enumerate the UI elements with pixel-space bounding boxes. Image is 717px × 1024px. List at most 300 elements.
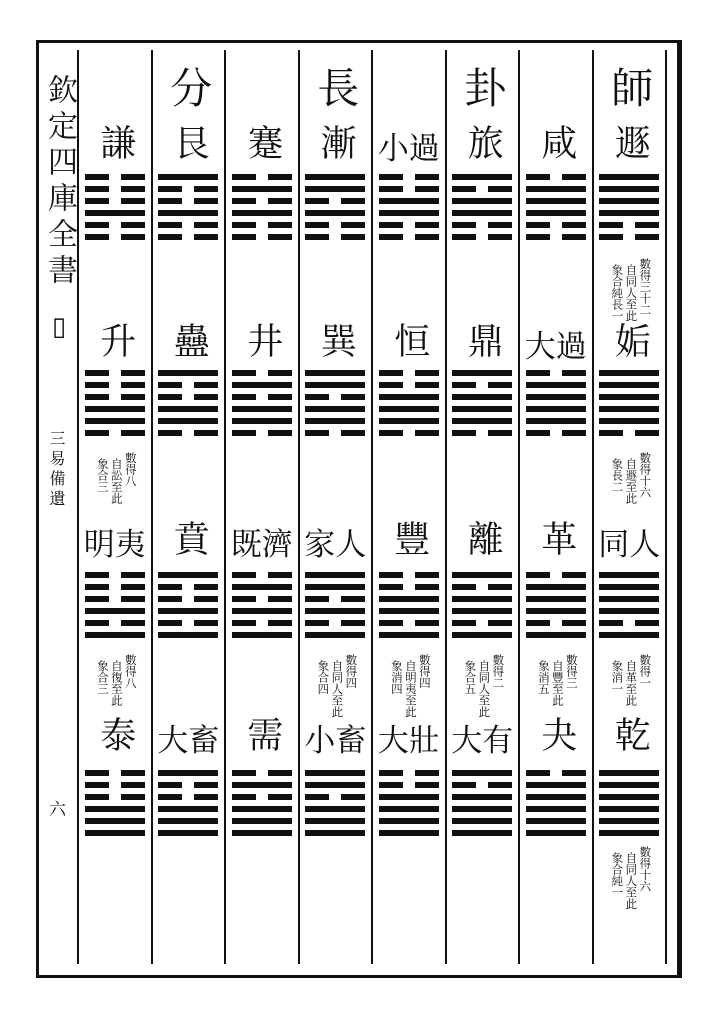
annotation-line: 自同人至此	[624, 264, 639, 322]
solid-line	[379, 406, 439, 412]
solid-line	[158, 370, 218, 376]
solid-line	[305, 584, 365, 590]
broken-line-segment	[268, 394, 292, 400]
solid-line	[305, 572, 365, 578]
broken-line-segment	[635, 222, 659, 228]
hexagram-symbol	[452, 174, 512, 244]
solid-line	[379, 198, 439, 204]
solid-line	[379, 418, 439, 424]
broken-line-segment	[121, 234, 145, 240]
broken-line-segment	[121, 370, 145, 376]
broken-line-segment	[194, 430, 218, 436]
broken-line-segment	[599, 620, 623, 626]
solid-line	[599, 782, 659, 788]
solid-line	[599, 830, 659, 836]
hexagram-name: 乾	[609, 716, 651, 752]
broken-line-segment	[268, 572, 292, 578]
broken-line-segment	[562, 430, 586, 436]
solid-line	[526, 406, 586, 412]
broken-line-segment	[121, 770, 145, 776]
broken-line-segment	[85, 394, 109, 400]
hexagram-name: 艮	[168, 124, 210, 160]
broken-line-segment	[452, 584, 476, 590]
solid-line	[379, 210, 439, 216]
broken-line-segment	[305, 234, 329, 240]
hexagram-name: 大有	[451, 723, 514, 759]
broken-line-segment	[121, 596, 145, 602]
broken-line-segment	[268, 794, 292, 800]
broken-line-segment	[85, 186, 109, 192]
solid-line	[232, 782, 292, 788]
solid-line	[599, 406, 659, 412]
hexagram-symbol	[305, 174, 365, 244]
solid-line	[232, 406, 292, 412]
solid-line	[305, 210, 365, 216]
column-divider	[665, 50, 667, 964]
hexagram-symbol	[379, 174, 439, 244]
solid-line	[526, 382, 586, 388]
hexagram-name: 巽	[315, 322, 357, 358]
solid-line	[599, 382, 659, 388]
solid-line	[452, 608, 512, 614]
broken-line-segment	[526, 234, 550, 240]
broken-line-segment	[379, 234, 403, 240]
solid-line	[526, 794, 586, 800]
annotation-note	[609, 452, 653, 516]
broken-line-segment	[305, 430, 329, 436]
solid-line	[158, 174, 218, 180]
broken-line-segment	[194, 198, 218, 204]
annotation-line: 象合純一	[610, 852, 625, 898]
hexagram-symbol	[85, 370, 145, 440]
annotation-note	[609, 654, 653, 718]
hexagram-symbol	[158, 770, 218, 840]
book-mark-icon: ▯	[44, 312, 74, 342]
broken-line-segment	[268, 234, 292, 240]
broken-line-segment	[194, 596, 218, 602]
broken-line-segment	[121, 198, 145, 204]
solid-line	[379, 794, 439, 800]
broken-line-segment	[85, 234, 109, 240]
solid-line	[452, 174, 512, 180]
hexagram-name: 家人	[304, 527, 367, 563]
solid-line	[526, 210, 586, 216]
broken-line-segment	[341, 394, 365, 400]
hexagram-name: 賁	[168, 520, 210, 556]
solid-line	[158, 406, 218, 412]
broken-line-segment	[121, 584, 145, 590]
annotation-line: 象合純長一	[610, 264, 625, 322]
hexagram-symbol	[305, 370, 365, 440]
hexagram-symbol	[379, 572, 439, 642]
hexagram-name: 泰	[94, 716, 136, 752]
solid-line	[158, 770, 218, 776]
solid-line	[232, 382, 292, 388]
solid-line	[232, 830, 292, 836]
broken-line-segment	[379, 572, 403, 578]
broken-line-segment	[232, 430, 256, 436]
broken-line-segment	[415, 186, 439, 192]
hexagram-name: 豐	[388, 520, 430, 556]
hexagram-symbol	[526, 770, 586, 840]
broken-line-segment	[85, 198, 109, 204]
solid-line	[232, 210, 292, 216]
broken-line-segment	[232, 794, 256, 800]
hexagram-name: 小畜	[304, 723, 367, 759]
broken-line-segment	[379, 584, 403, 590]
solid-line	[379, 394, 439, 400]
column-divider	[77, 50, 79, 964]
broken-line-segment	[526, 174, 550, 180]
broken-line-segment	[415, 222, 439, 228]
solid-line	[526, 394, 586, 400]
solid-line	[305, 174, 365, 180]
broken-line-segment	[194, 382, 218, 388]
hexagram-name: 明夷	[83, 527, 146, 563]
hexagram-name: 井	[241, 322, 283, 358]
broken-line-segment	[158, 198, 182, 204]
broken-line-segment	[488, 234, 512, 240]
broken-line-segment	[379, 782, 403, 788]
hexagram-symbol	[85, 572, 145, 642]
solid-line	[452, 572, 512, 578]
solid-line	[452, 418, 512, 424]
broken-line-segment	[562, 234, 586, 240]
annotation-note	[609, 846, 653, 910]
annotation-line: 數得三十二	[638, 258, 653, 316]
column-heading: 長	[311, 66, 361, 110]
broken-line-segment	[635, 620, 659, 626]
annotation-line: 自遯至此	[624, 458, 639, 504]
broken-line-segment	[562, 620, 586, 626]
broken-line-segment	[121, 222, 145, 228]
hexagram-name: 大畜	[157, 723, 220, 759]
broken-line-segment	[121, 572, 145, 578]
broken-line-segment	[562, 222, 586, 228]
column-heading: 分	[164, 66, 214, 110]
broken-line-segment	[85, 782, 109, 788]
annotation-note	[95, 654, 139, 718]
solid-line	[379, 806, 439, 812]
broken-line-segment	[488, 782, 512, 788]
column-divider	[518, 50, 520, 964]
hexagram-symbol	[452, 370, 512, 440]
broken-line-segment	[305, 620, 329, 626]
annotation-line: 自同人至此	[330, 660, 345, 718]
hexagram-symbol	[526, 572, 586, 642]
annotation-line: 象合五	[463, 660, 478, 695]
hexagram-name: 姤	[609, 322, 651, 358]
broken-line-segment	[268, 174, 292, 180]
annotation-note	[389, 654, 433, 718]
broken-line-segment	[268, 620, 292, 626]
annotation-line: 自訟至此	[109, 458, 124, 504]
hexagram-symbol	[379, 770, 439, 840]
broken-line-segment	[268, 430, 292, 436]
broken-line-segment	[452, 782, 476, 788]
broken-line-segment	[415, 572, 439, 578]
annotation-line: 數得一	[638, 654, 653, 689]
solid-line	[158, 818, 218, 824]
hexagram-symbol	[452, 572, 512, 642]
broken-line-segment	[305, 222, 329, 228]
broken-line-segment	[452, 620, 476, 626]
broken-line-segment	[194, 782, 218, 788]
annotation-line: 數得八	[123, 654, 138, 689]
solid-line	[232, 418, 292, 424]
column-heading: 卦	[458, 66, 508, 110]
broken-line-segment	[562, 370, 586, 376]
broken-line-segment	[488, 382, 512, 388]
broken-line-segment	[194, 584, 218, 590]
hexagram-symbol	[232, 572, 292, 642]
annotation-line: 象消四	[389, 660, 404, 695]
broken-line-segment	[341, 620, 365, 626]
broken-line-segment	[232, 596, 256, 602]
solid-line	[85, 418, 145, 424]
solid-line	[158, 572, 218, 578]
broken-line-segment	[121, 794, 145, 800]
hexagram-name: 既濟	[230, 527, 293, 563]
solid-line	[599, 632, 659, 638]
broken-line-segment	[85, 430, 109, 436]
solid-line	[158, 418, 218, 424]
broken-line-segment	[341, 234, 365, 240]
broken-line-segment	[232, 222, 256, 228]
broken-line-segment	[158, 620, 182, 626]
solid-line	[158, 806, 218, 812]
solid-line	[452, 370, 512, 376]
annotation-line: 數得二	[491, 654, 506, 689]
broken-line-segment	[194, 222, 218, 228]
broken-line-segment	[194, 794, 218, 800]
column-divider	[371, 50, 373, 964]
solid-line	[526, 418, 586, 424]
broken-line-segment	[158, 382, 182, 388]
hexagram-symbol	[599, 370, 659, 440]
broken-line-segment	[415, 234, 439, 240]
annotation-line: 自復至此	[109, 660, 124, 706]
solid-line	[526, 608, 586, 614]
broken-line-segment	[85, 382, 109, 388]
broken-line-segment	[526, 620, 550, 626]
solid-line	[452, 830, 512, 836]
solid-line	[599, 394, 659, 400]
broken-line-segment	[415, 584, 439, 590]
broken-line-segment	[526, 770, 550, 776]
broken-line-segment	[599, 430, 623, 436]
hexagram-symbol	[379, 370, 439, 440]
annotation-line: 象消一	[610, 660, 625, 695]
hexagram-symbol	[599, 572, 659, 642]
broken-line-segment	[379, 222, 403, 228]
broken-line-segment	[232, 198, 256, 204]
solid-line	[599, 174, 659, 180]
broken-line-segment	[452, 186, 476, 192]
annotation-line: 象消五	[536, 660, 551, 695]
frame-double-rule	[677, 40, 680, 975]
solid-line	[158, 830, 218, 836]
solid-line	[379, 608, 439, 614]
broken-line-segment	[158, 394, 182, 400]
hexagram-name: 大壯	[377, 723, 440, 759]
solid-line	[158, 632, 218, 638]
broken-line-segment	[488, 186, 512, 192]
hexagram-symbol	[526, 370, 586, 440]
broken-line-segment	[232, 770, 256, 776]
broken-line-segment	[194, 394, 218, 400]
broken-line-segment	[305, 198, 329, 204]
broken-line-segment	[121, 382, 145, 388]
broken-line-segment	[158, 222, 182, 228]
annotation-line: 象合四	[316, 660, 331, 695]
hexagram-name: 咸	[535, 124, 577, 160]
hexagram-name: 革	[535, 520, 577, 556]
broken-line-segment	[121, 620, 145, 626]
broken-line-segment	[379, 382, 403, 388]
column-divider	[445, 50, 447, 964]
broken-line-segment	[379, 174, 403, 180]
book-title: 欽定四庫全書	[42, 74, 77, 290]
solid-line	[452, 632, 512, 638]
broken-line-segment	[85, 222, 109, 228]
solid-line	[526, 198, 586, 204]
solid-line	[599, 186, 659, 192]
broken-line-segment	[158, 430, 182, 436]
solid-line	[452, 596, 512, 602]
solid-line	[85, 830, 145, 836]
solid-line	[599, 806, 659, 812]
broken-line-segment	[158, 584, 182, 590]
broken-line-segment	[305, 794, 329, 800]
broken-line-segment	[232, 234, 256, 240]
broken-line-segment	[85, 596, 109, 602]
solid-line	[599, 608, 659, 614]
solid-line	[452, 818, 512, 824]
page-number: 六	[45, 800, 65, 817]
hexagram-symbol	[232, 770, 292, 840]
hexagram-symbol	[85, 770, 145, 840]
annotation-note	[95, 452, 139, 516]
hexagram-name: 旅	[462, 124, 504, 160]
solid-line	[599, 596, 659, 602]
broken-line-segment	[379, 770, 403, 776]
broken-line-segment	[415, 174, 439, 180]
broken-line-segment	[635, 430, 659, 436]
solid-line	[452, 198, 512, 204]
broken-line-segment	[562, 174, 586, 180]
hexagram-name: 小過	[377, 131, 440, 167]
broken-line-segment	[232, 394, 256, 400]
broken-line-segment	[158, 794, 182, 800]
broken-line-segment	[194, 620, 218, 626]
annotation-line: 自同人至此	[477, 660, 492, 718]
broken-line-segment	[194, 186, 218, 192]
solid-line	[232, 608, 292, 614]
hexagram-symbol	[452, 770, 512, 840]
solid-line	[526, 782, 586, 788]
solid-line	[379, 830, 439, 836]
column-divider	[298, 50, 300, 964]
broken-line-segment	[158, 186, 182, 192]
solid-line	[599, 584, 659, 590]
broken-line-segment	[268, 596, 292, 602]
solid-line	[305, 782, 365, 788]
broken-line-segment	[415, 620, 439, 626]
broken-line-segment	[232, 174, 256, 180]
broken-line-segment	[232, 572, 256, 578]
annotation-note	[609, 258, 653, 322]
broken-line-segment	[268, 370, 292, 376]
broken-line-segment	[379, 430, 403, 436]
broken-line-segment	[341, 198, 365, 204]
annotation-line: 象合三	[95, 660, 110, 695]
hexagram-symbol	[232, 370, 292, 440]
solid-line	[305, 186, 365, 192]
solid-line	[452, 770, 512, 776]
annotation-line: 自同人至此	[624, 852, 639, 910]
solid-line	[232, 806, 292, 812]
annotation-line: 象合三	[95, 458, 110, 493]
broken-line-segment	[452, 430, 476, 436]
solid-line	[305, 370, 365, 376]
broken-line-segment	[526, 430, 550, 436]
solid-line	[85, 818, 145, 824]
solid-line	[599, 418, 659, 424]
hexagram-symbol	[158, 572, 218, 642]
hexagram-name: 謙	[94, 124, 136, 160]
solid-line	[599, 794, 659, 800]
broken-line-segment	[599, 234, 623, 240]
broken-line-segment	[488, 620, 512, 626]
annotation-line: 數得八	[123, 452, 138, 487]
hexagram-name: 同人	[598, 527, 661, 563]
solid-line	[232, 818, 292, 824]
hexagram-symbol	[158, 370, 218, 440]
broken-line-segment	[121, 394, 145, 400]
broken-line-segment	[415, 382, 439, 388]
solid-line	[452, 794, 512, 800]
solid-line	[158, 210, 218, 216]
broken-line-segment	[121, 186, 145, 192]
hexagram-symbol	[305, 770, 365, 840]
broken-line-segment	[85, 174, 109, 180]
solid-line	[85, 632, 145, 638]
annotation-line: 象長二	[610, 458, 625, 493]
broken-line-segment	[415, 782, 439, 788]
hexagram-name: 夬	[535, 716, 577, 752]
broken-line-segment	[158, 234, 182, 240]
hexagram-symbol	[158, 174, 218, 244]
solid-line	[85, 608, 145, 614]
broken-line-segment	[526, 370, 550, 376]
annotation-line: 自革至此	[624, 660, 639, 706]
solid-line	[379, 632, 439, 638]
broken-line-segment	[452, 382, 476, 388]
hexagram-symbol	[599, 174, 659, 244]
annotation-line: 自明夷至此	[403, 660, 418, 718]
broken-line-segment	[635, 234, 659, 240]
broken-line-segment	[488, 430, 512, 436]
broken-line-segment	[415, 430, 439, 436]
solid-line	[305, 632, 365, 638]
solid-line	[379, 596, 439, 602]
solid-line	[599, 770, 659, 776]
solid-line	[305, 418, 365, 424]
hexagram-name: 鼎	[462, 322, 504, 358]
solid-line	[526, 186, 586, 192]
broken-line-segment	[341, 430, 365, 436]
